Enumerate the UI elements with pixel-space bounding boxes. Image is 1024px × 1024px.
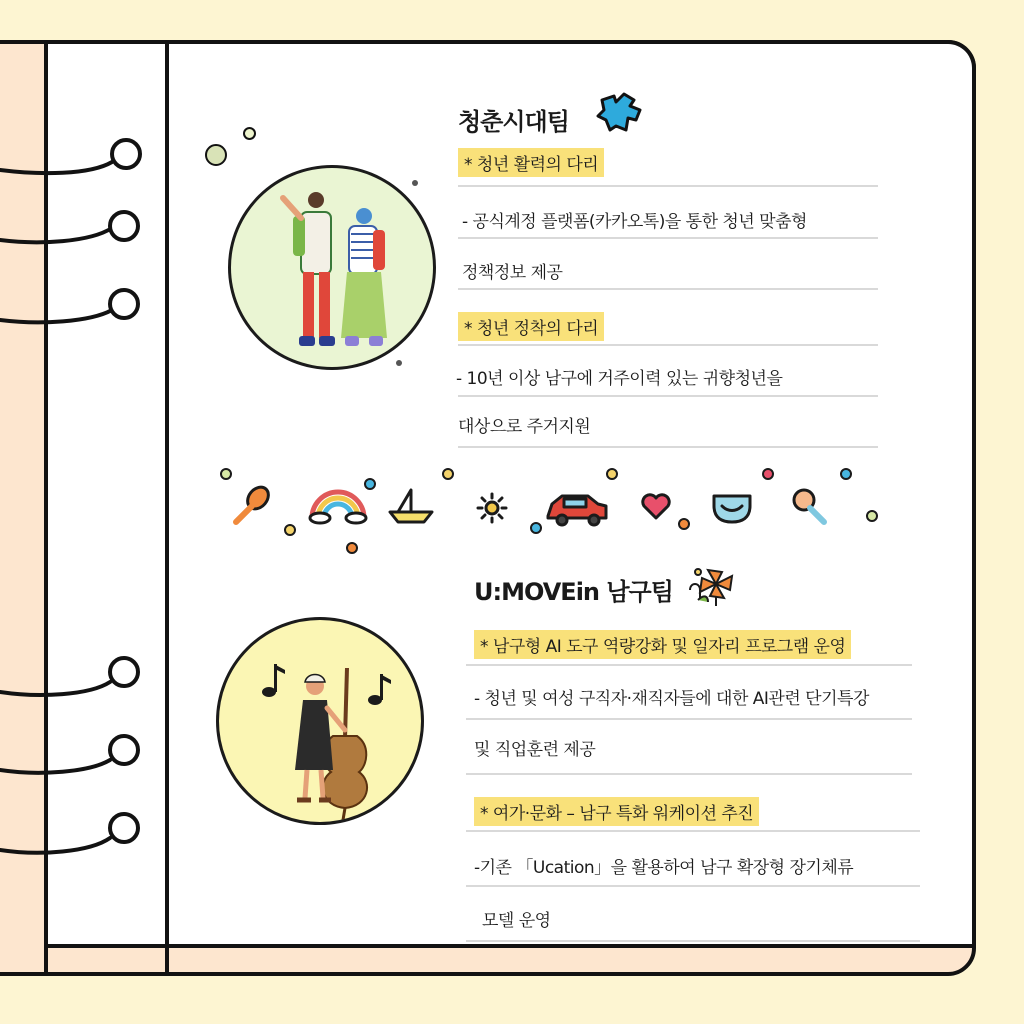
team2-section1-heading: * 남구형 AI 도구 역량강화 및 일자리 프로그램 운영 <box>474 630 851 659</box>
rattle-icon <box>794 490 824 522</box>
team2-section2-heading: * 여가·문화 – 남구 특화 워케이션 추진 <box>474 797 759 826</box>
paper-boat-icon <box>390 490 432 522</box>
divider <box>466 940 920 942</box>
bassist-illustration <box>219 620 424 825</box>
decor-dot <box>205 144 227 166</box>
heart-icon <box>643 495 669 518</box>
spiral-rings-bottom <box>0 650 150 860</box>
team2-section2-line2: 모델 운영 <box>482 911 551 931</box>
team1-title: 청춘시대팀 <box>458 108 569 136</box>
team1-section1-line1: - 공식계정 플랫폼(카카오톡)을 통한 청년 맞춤형 <box>462 212 807 232</box>
divider <box>466 830 920 832</box>
rainbow-icon <box>310 492 366 523</box>
decor-dot <box>243 127 256 140</box>
team1-section2-line1: - 10년 이상 남구에 거주이력 있는 귀향청년을 <box>456 369 783 389</box>
divider <box>458 446 878 448</box>
divider <box>466 773 912 775</box>
team2-section2-line1: -기존 「Ucation」을 활용하여 남구 확장형 장기체류 <box>474 858 854 878</box>
car-icon <box>548 496 606 525</box>
team2-title: U:MOVEin 남구팀 <box>474 578 673 606</box>
divider <box>458 185 878 187</box>
team1-section1-line2: 정책정보 제공 <box>462 263 563 283</box>
decor-icon-row <box>210 460 890 560</box>
hikers-illustration <box>231 168 436 370</box>
team1-illustration <box>228 165 436 370</box>
spiral-rings-top <box>0 130 150 330</box>
divider <box>466 718 912 720</box>
hiker-woman <box>341 208 387 346</box>
divider <box>458 288 878 290</box>
team2-illustration <box>216 617 424 825</box>
divider <box>466 885 920 887</box>
divider <box>458 237 878 239</box>
team2-section1-line2: 및 직업훈련 제공 <box>474 740 596 760</box>
pinwheel-icon <box>686 562 740 608</box>
divider <box>458 344 878 346</box>
music-note-icon <box>368 674 391 705</box>
spoon-icon <box>236 483 273 522</box>
team1-section2-heading: * 청년 정착의 다리 <box>458 312 604 341</box>
puzzle-icon <box>594 90 646 134</box>
team2-section1-line1: - 청년 및 여성 구직자·재직자들에 대한 AI관련 단기특강 <box>474 689 869 709</box>
decor-dot <box>396 360 402 366</box>
sun-icon <box>478 494 506 522</box>
hiker-man <box>283 192 335 346</box>
diaper-icon <box>714 496 750 522</box>
margin-line <box>165 44 169 976</box>
team1-section2-line2: 대상으로 주거지원 <box>458 417 591 437</box>
divider <box>466 664 912 666</box>
divider <box>458 395 878 397</box>
team1-section1-heading: * 청년 활력의 다리 <box>458 148 604 177</box>
music-note-icon <box>262 664 285 697</box>
decor-dot <box>412 180 418 186</box>
